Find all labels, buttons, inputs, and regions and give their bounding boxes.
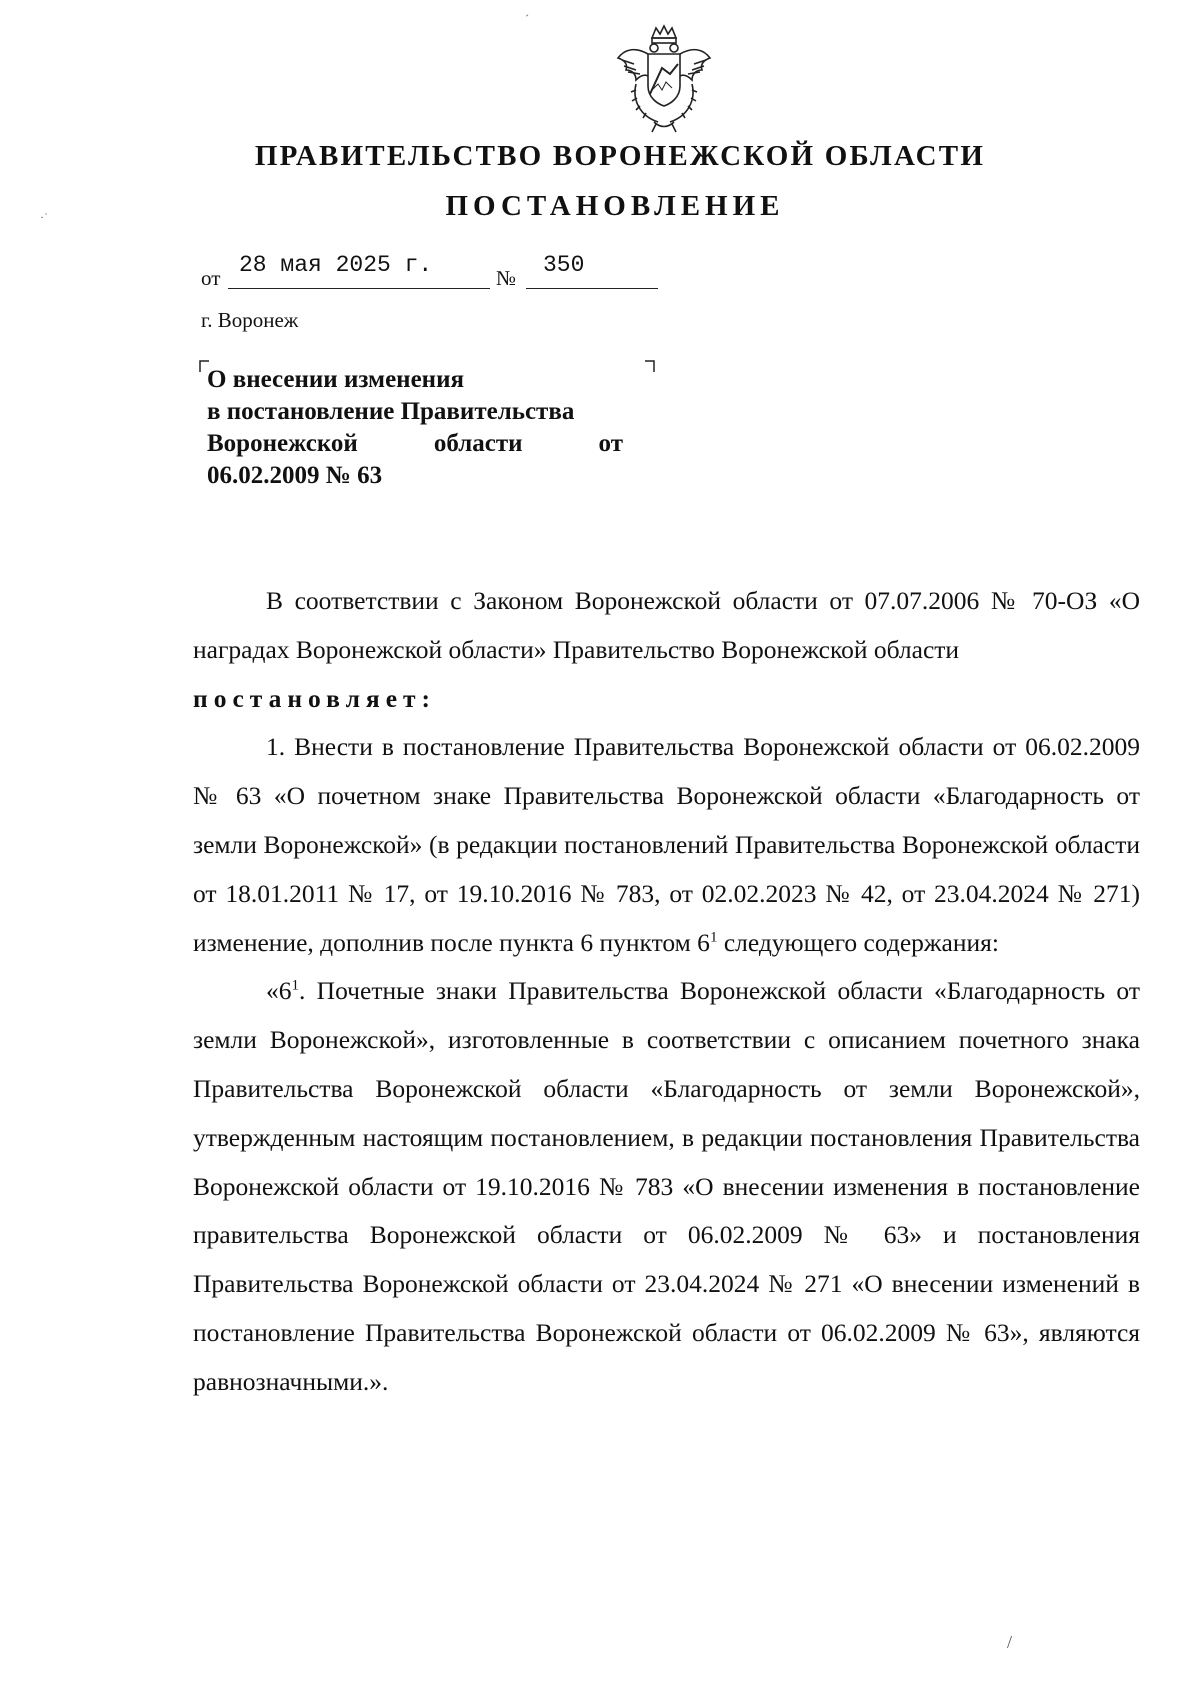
coat-of-arms-emblem xyxy=(614,24,714,134)
item-1-superscript: 1 xyxy=(709,929,718,946)
item-1-text: 1. Внести в постановление Правительства Воронежской области от 06.02.2009 № 63 «О почетном знаке Правительства Воронежской области «Благодарность от земли Воронежской» (в редакции постановлений Правительства Воронежской области от 18.01.2011 № 17, от 19.10.2016 № 783, от 02.02.2023 № 42, от 23.04.2024 № 271) изменение, дополнив после пункта 6 пунктом 6 xyxy=(193,732,1140,957)
date-underline xyxy=(228,288,490,289)
document-type: ПОСТАНОВЛЕНИЕ xyxy=(445,190,785,222)
number-value: 350 xyxy=(543,252,585,278)
subject-line-4: 06.02.2009 № 63 xyxy=(207,462,383,489)
date-value: 28 мая 2025 г. xyxy=(239,252,433,278)
scan-artifact: ·˙ xyxy=(40,210,48,224)
corner-mark-right xyxy=(645,360,655,372)
number-prefix: № xyxy=(496,266,517,290)
preamble-paragraph: В соответствии с Законом Воронежской области от 07.07.2006 № 70-ОЗ «О наградах Воронежской области» Правительство Воронежской области xyxy=(193,586,1140,664)
document-subject xyxy=(207,364,623,492)
number-underline xyxy=(526,288,658,289)
document-body xyxy=(193,577,1140,1407)
subject-line-3: Воронежской области от xyxy=(207,430,623,457)
scan-artifact: / xyxy=(1007,1632,1013,1652)
government-name: ПРАВИТЕЛЬСТВО ВОРОНЕЖСКОЙ ОБЛАСТИ xyxy=(254,140,986,172)
city: г. Воронеж xyxy=(201,308,299,332)
quote-text: . Почетные знаки Правительства Воронежской области «Благодарность от земли Воронежской», изготовленные в соответствии с описанием почетного знака Правительства Воронежской области «Благодарность от земли Воронежской», утвержденным настоящим постановлением, в редакции постановления Правительства Воронежской области от 19.10.2016 № 783 «О внесении изменения в постановление правительства Воронежской области от 06.02.2009 № 63» и постановления Правительства Воронежской области от 23.04.2024 № 271 «О внесении изменений в постановление Правительства Воронежской области от 06.02.2009 № 63», являются равнозначными.». xyxy=(193,976,1140,1396)
subject-line-2: в постановление Правительства xyxy=(207,398,575,425)
quoted-clause-paragraph xyxy=(193,967,1140,1406)
date-prefix: от xyxy=(201,266,221,290)
quote-superscript: 1 xyxy=(291,977,299,994)
quote-start: «6 xyxy=(266,976,292,1006)
item-1-paragraph xyxy=(193,723,1140,967)
scan-artifact: ´ xyxy=(525,12,529,26)
decree-word: постановляет: xyxy=(193,683,437,713)
item-1-end: следующего содержания: xyxy=(717,927,999,957)
subject-line-1: О внесении изменения xyxy=(207,366,465,393)
